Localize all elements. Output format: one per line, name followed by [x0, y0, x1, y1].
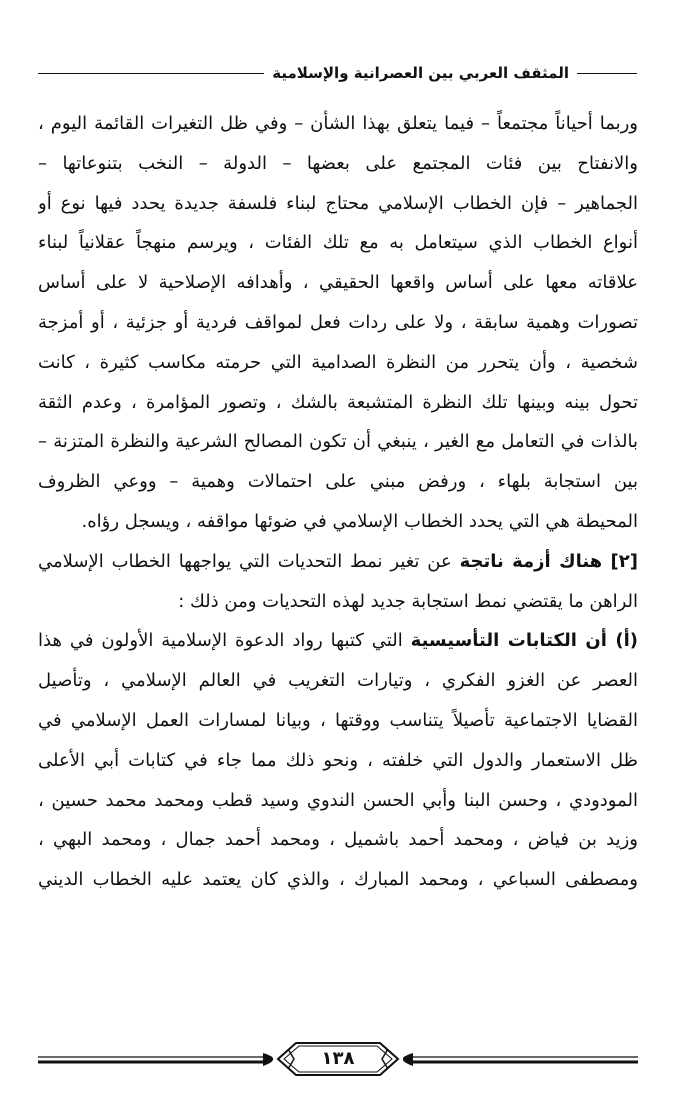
text-line: [38, 781, 638, 821]
line-text: تصورات وهمية سابقة ، ولا على ردات فعل لمواقف فردية أو جزئية ، أو أمزجة: [38, 311, 638, 333]
line-text: العصر عن الغزو الفكري ، وتيارات التغريب في العالم الإسلامي ، وتأصيل: [38, 670, 638, 692]
line-text: وزيد بن فياض ، ومحمد أحمد باشميل ، ومحمد أحمد جمال ، ومحمد البهي ،: [38, 829, 638, 851]
text-line: [38, 263, 638, 303]
line-text: بين استجابة بلهاء ، ورفض مبني على احتمالات وهمية – ووعي الظروف: [38, 471, 638, 493]
text-line: [38, 661, 638, 701]
line-text: المحيطة هي التي يحدد الخطاب الإسلامي في ضوئها مواقفه ، ويسجل رؤاه.: [81, 510, 638, 532]
text-line: [38, 104, 638, 144]
line-text: عن تغير نمط التحديات التي يواجهها الخطاب الإسلامي: [38, 550, 460, 572]
line-text: القضايا الاجتماعية تأصيلاً يتناسب ووقتها ، وبيانا لمسارات العمل الإسلامي في: [38, 709, 638, 731]
running-title: المثقف العربي بين العصرانية والإسلامية: [272, 64, 569, 82]
text-line: [38, 820, 638, 860]
line-text: علاقاته معها على أساس واقعها الحقيقي ، وأهدافه الإصلاحية لا على أساس: [38, 272, 638, 294]
line-text: بالذات في التعامل مع الغير ، ينبغي أن تكون المصالح الشرعية والنظرة المتزنة –: [38, 431, 638, 453]
bold-heading: (أ) أن الكتابات التأسيسية: [410, 630, 638, 652]
text-line: [38, 621, 638, 661]
text-line: [38, 184, 638, 224]
line-text: ظل الاستعمار والدول التي خلفته ، ونحو ذلك مما جاء في كتابات أبي الأعلى: [38, 749, 638, 771]
text-line: [38, 462, 638, 502]
text-line: [38, 701, 638, 741]
text-line: [38, 223, 638, 263]
text-line: [38, 144, 638, 184]
line-text: ومصطفى السباعي ، ومحمد المبارك ، والذي كان يعتمد عليه الخطاب الديني: [38, 869, 638, 891]
bold-heading: [٢] هناك أزمة ناتجة: [459, 550, 638, 572]
text-line: [38, 502, 638, 542]
line-text: وربما أحياناً مجتمعاً – فيما يتعلق بهذا الشأن – وفي ظل التغيرات القائمة اليوم ،: [38, 113, 638, 134]
text-line: [38, 383, 638, 423]
text-line: [38, 422, 638, 462]
line-text: الراهن ما يقتضي نمط استجابة جديد لهذه التحديات ومن ذلك :: [178, 590, 638, 612]
text-line: [38, 303, 638, 343]
text-line: [38, 741, 638, 781]
text-line: [38, 343, 638, 383]
line-text: التي كتبها رواد الدعوة الإسلامية الأولون في هذا: [38, 630, 411, 652]
line-text: شخصية ، وأن يتحرر من النظرة الصدامية التي حرمته مكاسب كثيرة ، كانت: [38, 351, 638, 373]
line-text: تحول بينه وبينها تلك النظرة المتشبعة بالشك ، وتصور المؤامرة ، وعدم الثقة: [38, 391, 638, 413]
line-text: والانفتاح بين فئات المجتمع على بعضها – الدولة – النخب بتنوعاتها –: [38, 152, 638, 174]
body-text: [38, 104, 638, 900]
header-rule-left: [38, 73, 264, 74]
text-line: [38, 542, 638, 582]
running-header: [38, 60, 637, 86]
header-rule-right: [577, 73, 637, 74]
line-text: المودودي ، وحسن البنا وأبي الحسن الندوي وسيد قطب ومحمد محمد حسين ،: [38, 789, 638, 811]
page-number: ١٣٨: [321, 1048, 355, 1069]
page-footer: [38, 1035, 638, 1085]
line-text: الجماهير – فإن الخطاب الإسلامي محتاج لبناء فلسفة جديدة يحدد فيها نوع أو: [38, 192, 638, 214]
text-line: [38, 860, 638, 900]
line-text: أنواع الخطاب الذي سيتعامل به مع تلك الفئات ، ويرسم منهجاً عقلانياً لبناء: [38, 232, 638, 254]
text-line: [38, 582, 638, 622]
